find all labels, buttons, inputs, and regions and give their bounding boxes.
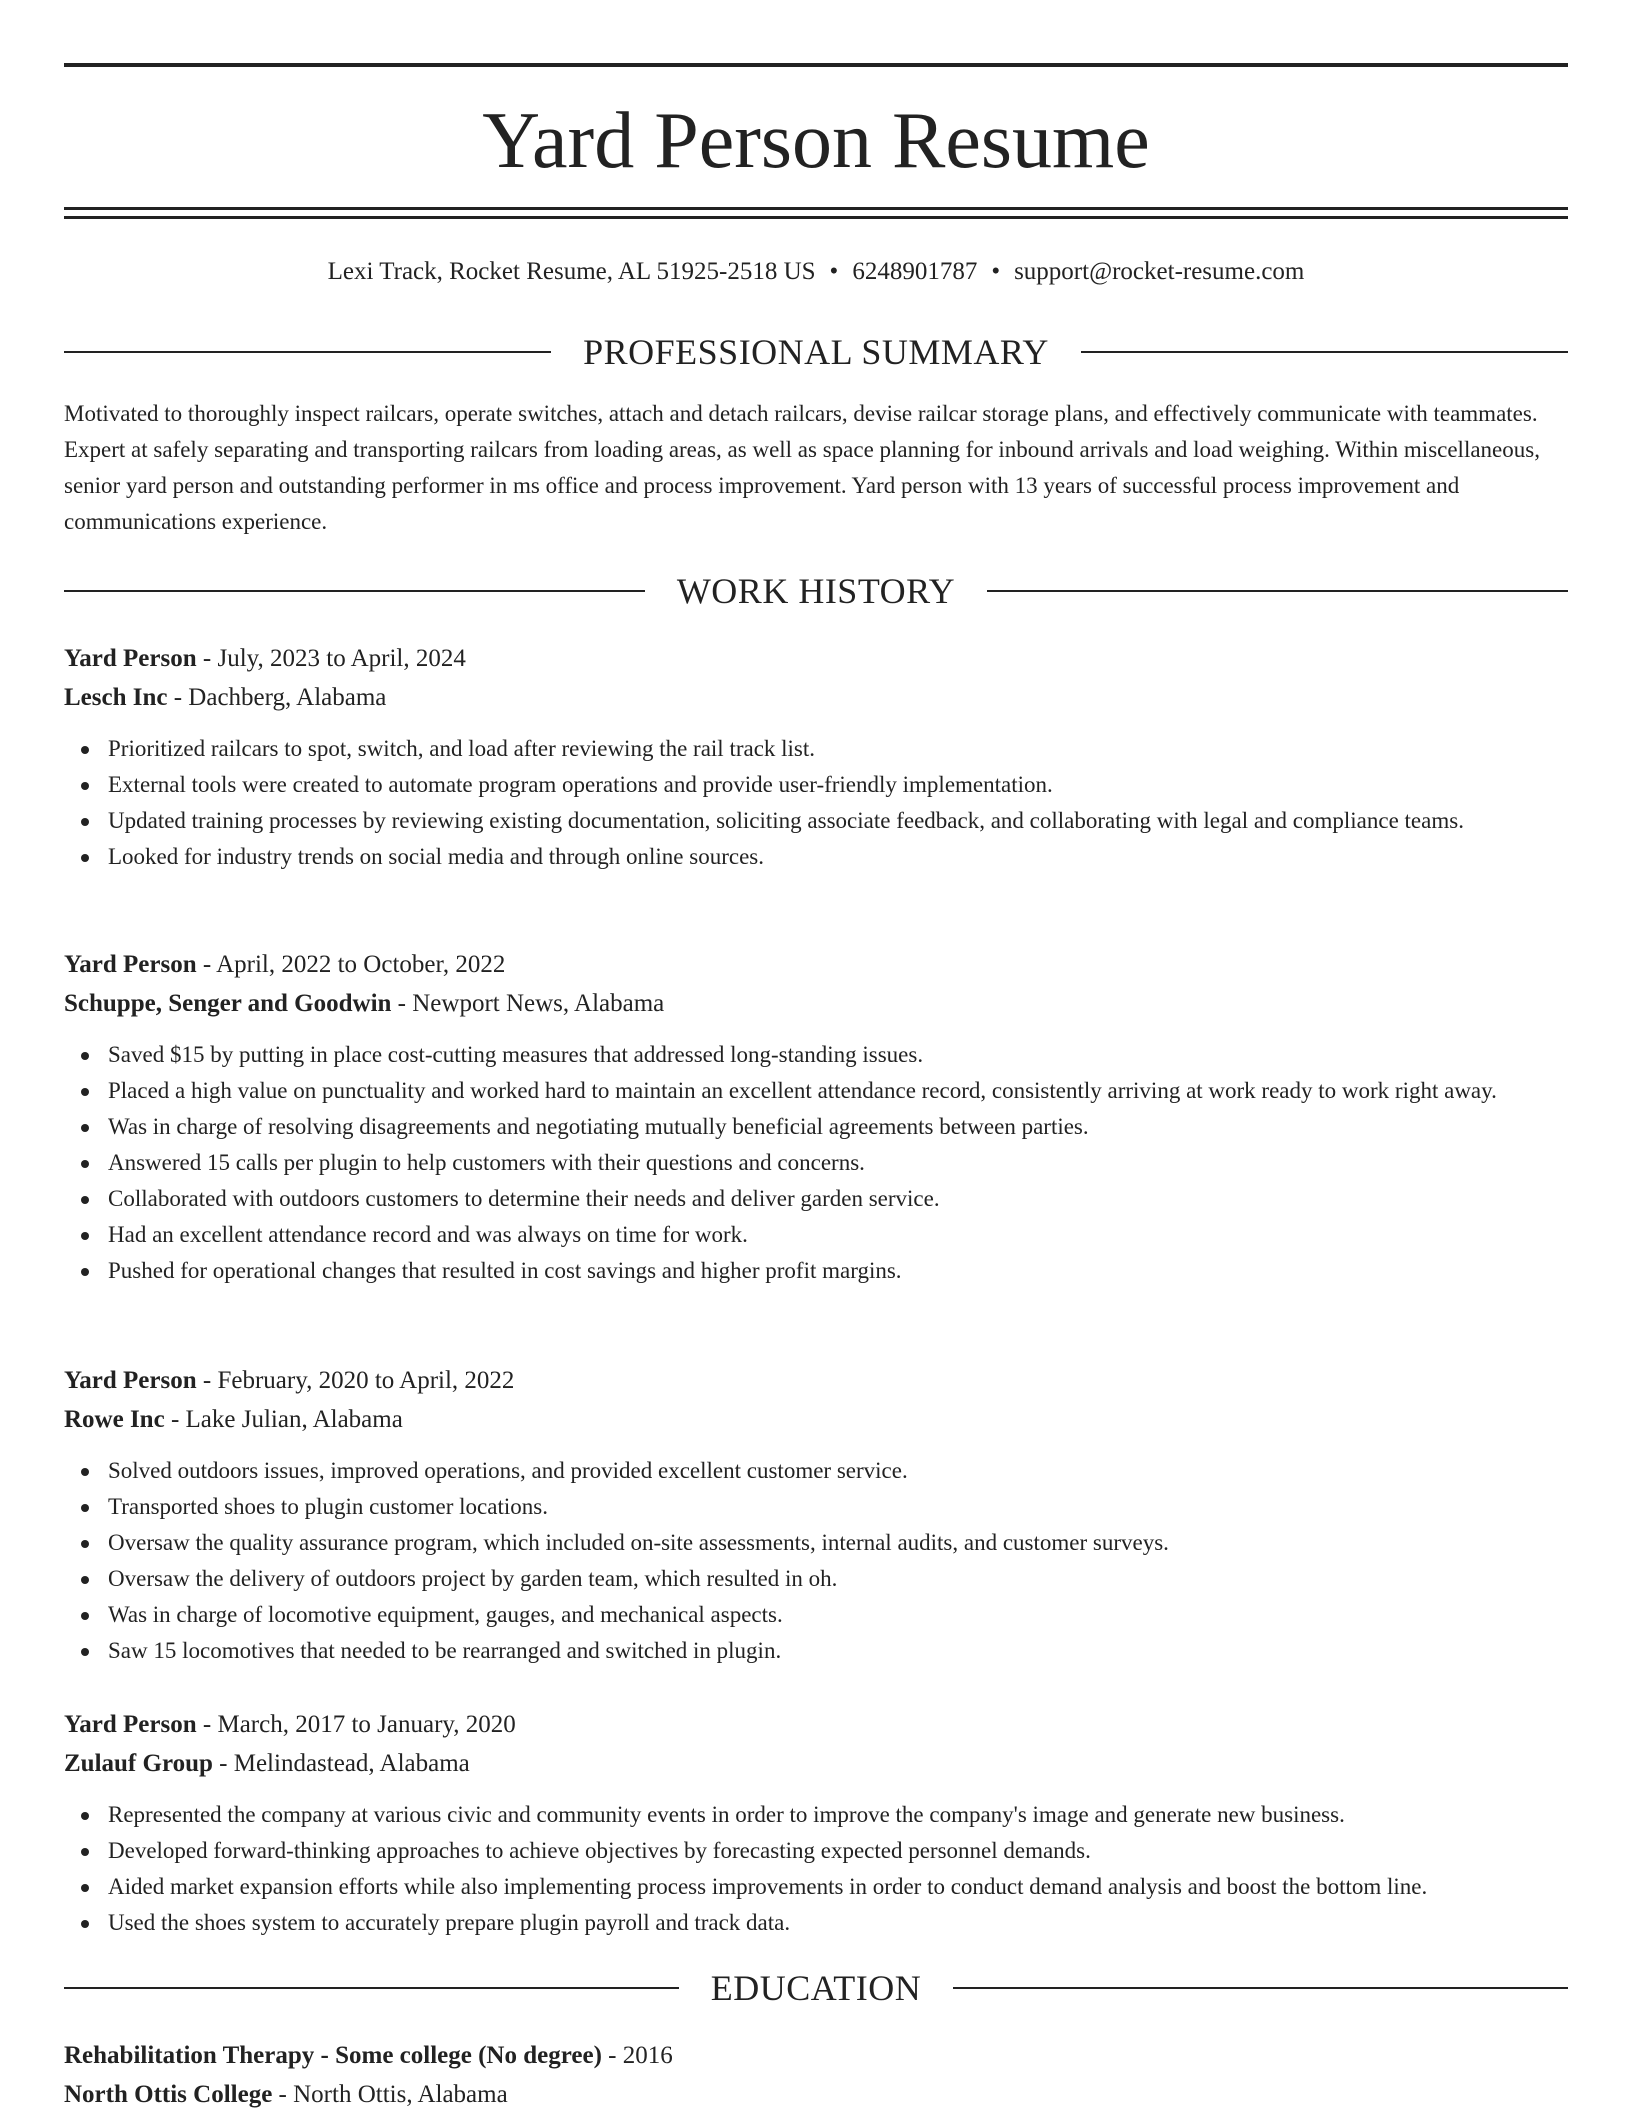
section-heading-label: WORK HISTORY (676, 571, 956, 611)
list-item: Was in charge of locomotive equipment, gauges, and mechanical aspects. (108, 1597, 1568, 1633)
contact-address: Lexi Track, Rocket Resume, AL 51925-2518 US (327, 258, 816, 285)
title-rule-upper (64, 207, 1568, 210)
job-title-line (64, 639, 1568, 678)
job-bullet-list (64, 1453, 1568, 1669)
list-item: Placed a high value on punctuality and worked hard to maintain an excellent attendance record, consistently arriving at work ready to work right away. (108, 1073, 1568, 1109)
job-bullet-list (64, 1797, 1568, 1941)
job-company-line (64, 1744, 1568, 1783)
job-dates: - March, 2017 to January, 2020 (196, 1711, 516, 1738)
job-company: Rowe Inc (64, 1406, 165, 1433)
list-item: Prioritized railcars to spot, switch, and load after reviewing the rail track list. (108, 731, 1568, 767)
list-item: External tools were created to automate program operations and provide user-friendly implementation. (108, 767, 1568, 803)
job-entry (64, 945, 1568, 1289)
list-item: Updated training processes by reviewing existing documentation, soliciting associate feedback, and collaborating with legal and compliance teams. (108, 803, 1568, 839)
list-item: Pushed for operational changes that resulted in cost savings and higher profit margins. (108, 1253, 1568, 1289)
section-heading-label: PROFESSIONAL SUMMARY (583, 332, 1049, 372)
contact-separator: • (991, 258, 1001, 285)
education-school-line (64, 2075, 1568, 2114)
job-location: - Dachberg, Alabama (167, 684, 387, 711)
summary-text: Motivated to thoroughly inspect railcars, operate switches, attach and detach railcars, devise railcar storage plans, and effectively communicate with teammates. Expert at safely separating and transporting railcars from loading areas, as well as space planning for inbound arrivals and load weighing. Within miscellaneous, senior yard person and outstanding performer in ms office and process improvement. Yard person with 13 years of successful process improvement and communications experience. (64, 401, 1540, 534)
job-company-line (64, 1400, 1568, 1439)
list-item: Had an excellent attendance record and was always on time for work. (108, 1217, 1568, 1253)
title-rule-lower (64, 216, 1568, 219)
contact-email: support@rocket-resume.com (1014, 258, 1305, 285)
job-title-line (64, 945, 1568, 984)
list-item: Answered 15 calls per plugin to help customers with their questions and concerns. (108, 1145, 1568, 1181)
heading-rule-right (953, 1987, 1568, 1989)
job-dates: - April, 2022 to October, 2022 (196, 951, 506, 978)
job-company-line (64, 984, 1568, 1023)
education-school: North Ottis College (64, 2081, 273, 2108)
section-heading-label: EDUCATION (710, 1968, 922, 2008)
job-company: Schuppe, Senger and Goodwin (64, 990, 392, 1017)
heading-rule-right (987, 590, 1568, 592)
job-entry (64, 1705, 1568, 1941)
job-company: Zulauf Group (64, 1750, 213, 1777)
job-title: Yard Person (64, 1711, 197, 1738)
job-title-line (64, 1705, 1568, 1744)
list-item: Aided market expansion efforts while also implementing process improvements in order to conduct demand analysis and boost the bottom line. (108, 1869, 1568, 1905)
list-item: Oversaw the quality assurance program, which included on-site assessments, internal audits, and customer surveys. (108, 1525, 1568, 1561)
contact-line (64, 252, 1568, 292)
education-degree-line (64, 2036, 1568, 2075)
job-dates: - February, 2020 to April, 2022 (196, 1367, 515, 1394)
contact-separator: • (829, 258, 839, 285)
job-bullet-list (64, 731, 1568, 875)
heading-rule-left (64, 1987, 679, 1989)
job-location: - Newport News, Alabama (391, 990, 665, 1017)
list-item: Represented the company at various civic and community events in order to improve the company's image and generate new business. (108, 1797, 1568, 1833)
list-item: Saved $15 by putting in place cost-cutting measures that addressed long-standing issues. (108, 1037, 1568, 1073)
education-location: - North Ottis, Alabama (272, 2081, 508, 2108)
list-item: Transported shoes to plugin customer locations. (108, 1489, 1568, 1525)
work-history-section-heading (64, 569, 1568, 613)
job-title: Yard Person (64, 645, 197, 672)
job-company-line (64, 678, 1568, 717)
job-entry (64, 1361, 1568, 1669)
contact-phone: 6248901787 (852, 258, 978, 285)
list-item: Looked for industry trends on social media and through online sources. (108, 839, 1568, 875)
list-item: Solved outdoors issues, improved operations, and provided excellent customer service. (108, 1453, 1568, 1489)
job-title: Yard Person (64, 951, 197, 978)
job-bullet-list (64, 1037, 1568, 1289)
education-section-heading (64, 1966, 1568, 2010)
heading-rule-left (64, 590, 645, 592)
job-dates: - July, 2023 to April, 2024 (196, 645, 466, 672)
job-title: Yard Person (64, 1367, 197, 1394)
job-entry (64, 639, 1568, 875)
list-item: Oversaw the delivery of outdoors project by garden team, which resulted in oh. (108, 1561, 1568, 1597)
education-degree: Rehabilitation Therapy - Some college (No degree) (64, 2042, 602, 2069)
list-item: Used the shoes system to accurately prepare plugin payroll and track data. (108, 1905, 1568, 1941)
job-title-line (64, 1361, 1568, 1400)
job-location: - Melindastead, Alabama (212, 1750, 470, 1777)
education-year: - 2016 (601, 2042, 673, 2069)
list-item: Collaborated with outdoors customers to determine their needs and deliver garden service. (108, 1181, 1568, 1217)
list-item: Developed forward-thinking approaches to achieve objectives by forecasting expected personnel demands. (108, 1833, 1568, 1869)
resume-title: Yard Person Resume (482, 97, 1150, 185)
list-item: Saw 15 locomotives that needed to be rearranged and switched in plugin. (108, 1633, 1568, 1669)
education-entry (64, 2036, 1568, 2114)
summary-section-heading (64, 330, 1568, 374)
heading-rule-left (64, 351, 551, 353)
job-company: Lesch Inc (64, 684, 168, 711)
heading-rule-right (1081, 351, 1568, 353)
job-location: - Lake Julian, Alabama (164, 1406, 403, 1433)
list-item: Was in charge of resolving disagreements and negotiating mutually beneficial agreements between parties. (108, 1109, 1568, 1145)
top-rule (64, 63, 1568, 67)
